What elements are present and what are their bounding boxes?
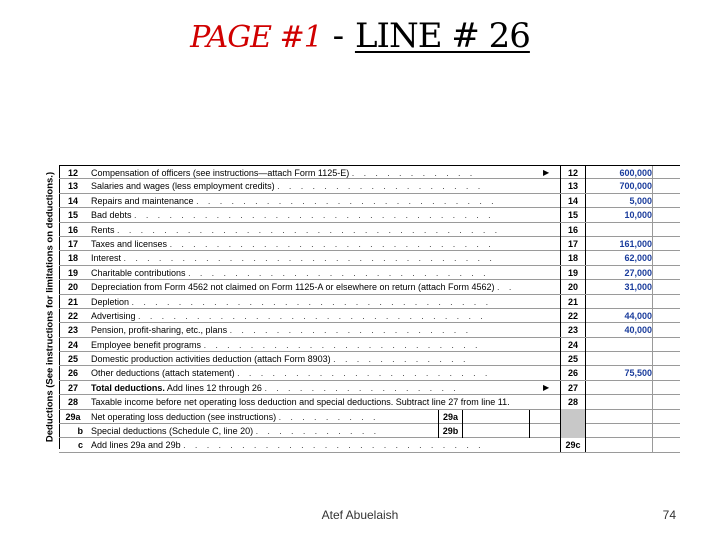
line-number-box: 27	[560, 381, 586, 395]
form-line-row	[59, 295, 680, 309]
line-number: 19	[67, 267, 78, 278]
line-description	[91, 237, 561, 251]
sub-entry-box[interactable]	[438, 410, 530, 424]
line-description-text: Total deductions.	[91, 382, 165, 393]
line-description-text: Advertising	[91, 310, 136, 321]
title-line-label: LINE # 26	[354, 16, 530, 56]
shaded-cell	[560, 409, 586, 424]
line-number-box: 23	[560, 323, 586, 337]
line-number-box: 13	[560, 179, 586, 193]
leader-dots: . . . . . . . . . . .	[351, 168, 476, 178]
leader-dots: . .	[497, 282, 515, 293]
sub-entry-label: 29b	[439, 424, 463, 438]
leader-dots: . . . . . . . . . . . .	[333, 354, 469, 365]
form-line-row	[59, 410, 680, 424]
line-description	[91, 179, 561, 193]
form-line-row	[59, 424, 680, 438]
title-page-label: PAGE #1	[190, 20, 322, 55]
line-description-text: Repairs and maintenance	[91, 195, 194, 206]
line-description	[91, 395, 561, 409]
line-description	[91, 323, 561, 337]
line-number-box: 28	[560, 395, 586, 409]
line-number: 15	[67, 210, 78, 221]
amount-field[interactable]: 40,000	[586, 323, 680, 337]
form-line-row	[59, 280, 680, 294]
leader-dots: . . . . . . . . . . . . . . . . . . . . . . . . . . . .	[169, 238, 495, 249]
line-number-box: 21	[560, 295, 586, 309]
line-number-box: 20	[560, 280, 586, 294]
line-description-text: Special deductions (Schedule C, line 20)	[91, 426, 254, 437]
leader-dots: . . . . . . . . . . . . . . . . . . . . . . . . . .	[183, 440, 485, 451]
line-number-box: 22	[560, 309, 586, 323]
line-description-text: Other deductions (attach statement)	[91, 368, 235, 379]
shaded-cell	[560, 423, 586, 438]
line-description-text: Depletion	[91, 296, 130, 307]
line-description	[91, 366, 561, 380]
form-line-row	[59, 352, 680, 366]
leader-dots: . . . . . . . . . . . . . . . . . . . . . . . . . . . . . . .	[134, 210, 494, 221]
deductions-side-label	[40, 165, 60, 449]
deduction-rows	[59, 165, 680, 453]
line-description-text: Interest	[91, 253, 122, 264]
line-number-box: 19	[560, 266, 586, 280]
footer-author: Atef Abuelaish	[321, 508, 399, 522]
line-description-text: Taxes and licenses	[91, 238, 168, 249]
form-line-row	[59, 223, 680, 237]
line-description-text: Rents	[91, 224, 115, 235]
line-number-box: 29c	[560, 438, 586, 452]
line-number: 27	[67, 382, 78, 393]
line-description	[91, 208, 561, 222]
form-line-row	[59, 179, 680, 193]
form-line-row	[59, 309, 680, 323]
form-line-row	[59, 381, 680, 395]
line-description	[91, 338, 561, 352]
line-number-box: 17	[560, 237, 586, 251]
line-number: 14	[67, 195, 78, 206]
amount-field[interactable]: 27,000	[586, 266, 680, 280]
line-number: 20	[67, 282, 78, 293]
line-description-text: Taxable income before net operating loss deduction and special deductions. Subtract line 27 from line 11.	[91, 397, 510, 408]
title-separator: -	[321, 16, 355, 56]
line-number-box: 26	[560, 366, 586, 380]
leader-dots: . . . . . . . . . . . . . . . . . . . . . .	[237, 368, 491, 379]
line-description	[91, 381, 561, 395]
line-number: c	[77, 440, 83, 451]
line-number: 24	[67, 339, 78, 350]
amount-field[interactable]: 5,000	[586, 194, 680, 208]
line-number: 18	[67, 253, 78, 264]
line-number-box: 15	[560, 208, 586, 222]
line-description	[91, 194, 561, 208]
footer-page-number: 74	[662, 508, 676, 522]
line-number-box: 16	[560, 223, 586, 237]
form-line-row	[59, 395, 680, 409]
sub-entry-box[interactable]	[438, 424, 530, 438]
leader-dots: . . . . . . . . . . . . . . . . . . . . . . . .	[203, 339, 481, 350]
amount-field[interactable]: 31,000	[586, 280, 680, 294]
line-description	[91, 266, 561, 280]
leader-dots: . . . . . . . . . . . . . . . . . .	[277, 181, 484, 192]
line-description	[91, 295, 561, 309]
line-number: 23	[67, 325, 78, 336]
amount-field[interactable]: 161,000	[586, 237, 680, 251]
line-description	[91, 251, 561, 265]
line-number-box: 24	[560, 338, 586, 352]
line-description-text: Net operating loss deduction (see instructions)	[91, 411, 277, 422]
form-line-row	[59, 266, 680, 280]
leader-dots: . . . . . . . . . . . . . . . . . . . . . . . . . . . . . .	[138, 310, 487, 321]
form-line-row	[59, 438, 680, 452]
line-description-text: Compensation of officers (see instructions—attach Form 1125-E)	[91, 168, 350, 178]
leader-dots: . . . . . . . . . . . . . . . . . . . . . . . . . . . . . . . . .	[117, 224, 501, 235]
form-line-row	[59, 165, 680, 179]
line-description	[91, 166, 561, 180]
line-description	[91, 280, 561, 294]
line-description-text: Charitable contributions	[91, 267, 186, 278]
line-number: 17	[67, 238, 78, 249]
form-line-row	[59, 237, 680, 251]
line-description	[91, 438, 561, 452]
amount-field[interactable]: 75,500	[586, 366, 680, 380]
arrow-right-icon: ▶	[543, 168, 550, 177]
line-number-box: 18	[560, 251, 586, 265]
line-number: 12	[67, 168, 78, 178]
leader-dots: . . . . . . . . . . . . . . . . . . . . . . . . . . . . . . . .	[123, 253, 496, 264]
line-description-text: Employee benefit programs	[91, 339, 202, 350]
line-description	[91, 309, 561, 323]
line-number: 26	[67, 368, 78, 379]
form-line-row	[59, 366, 680, 380]
line-number-box: 14	[560, 194, 586, 208]
line-description-instruction: Add lines 12 through 26	[164, 382, 262, 393]
arrow-right-icon: ▶	[543, 382, 550, 392]
leader-dots: . . . . . . . . . . . . . . . . . . . . . . . . . . . . . . .	[131, 296, 492, 307]
line-number: 25	[67, 354, 78, 365]
amount-field[interactable]: 700,000	[586, 179, 680, 193]
line-description-text: Domestic production activities deduction (attach Form 8903)	[91, 354, 331, 365]
amount-field[interactable]: 62,000	[586, 251, 680, 265]
form-line-row	[59, 323, 680, 337]
leader-dots: . . . . . . . . . . . . . . . . . . . . . . . . . .	[188, 267, 490, 278]
line-description-text: Salaries and wages (less employment credits)	[91, 181, 275, 192]
line-number: 28	[67, 397, 78, 408]
line-number: 22	[67, 310, 78, 321]
form-line-row	[59, 194, 680, 208]
leader-dots: . . . . . . . . . . . . . . . . .	[264, 382, 460, 393]
slide-title	[0, 14, 720, 60]
deductions-side-label-text: Deductions (See instructions for limitations on deductions.)	[44, 171, 55, 443]
line-description	[91, 352, 561, 366]
line-number: 13	[67, 181, 78, 192]
amount-field[interactable]: 600,000	[586, 166, 680, 180]
line-number: 29a	[65, 411, 81, 422]
line-description-text: Depreciation from Form 4562 not claimed on Form 1125-A or elsewhere on return (attach Form 4562)	[91, 282, 495, 293]
leader-dots: . . . . . . . . . . .	[255, 426, 380, 437]
line-description-text: Bad debts	[91, 210, 132, 221]
line-description-text: Pension, profit-sharing, etc., plans	[91, 325, 228, 336]
line-number-box: 12	[560, 166, 586, 180]
line-number: b	[77, 426, 83, 437]
leader-dots: . . . . . . . . . . . . . . . . . . . . .	[229, 325, 472, 336]
line-number: 21	[67, 296, 78, 307]
amount-field[interactable]: 10,000	[586, 208, 680, 222]
tax-form-deductions-section	[40, 165, 680, 449]
leader-dots: . . . . . . . . . . . . . . . . . . . . . . . . . .	[196, 195, 498, 206]
form-line-row	[59, 208, 680, 222]
form-line-row	[59, 338, 680, 352]
line-number-box: 25	[560, 352, 586, 366]
leader-dots: . . . . . . . . .	[278, 411, 379, 422]
line-number: 16	[67, 224, 78, 235]
sub-entry-label: 29a	[439, 410, 463, 424]
form-line-row	[59, 251, 680, 265]
amount-field[interactable]: 44,000	[586, 309, 680, 323]
line-description-text: Add lines 29a and 29b	[91, 440, 181, 451]
line-description	[91, 223, 561, 237]
